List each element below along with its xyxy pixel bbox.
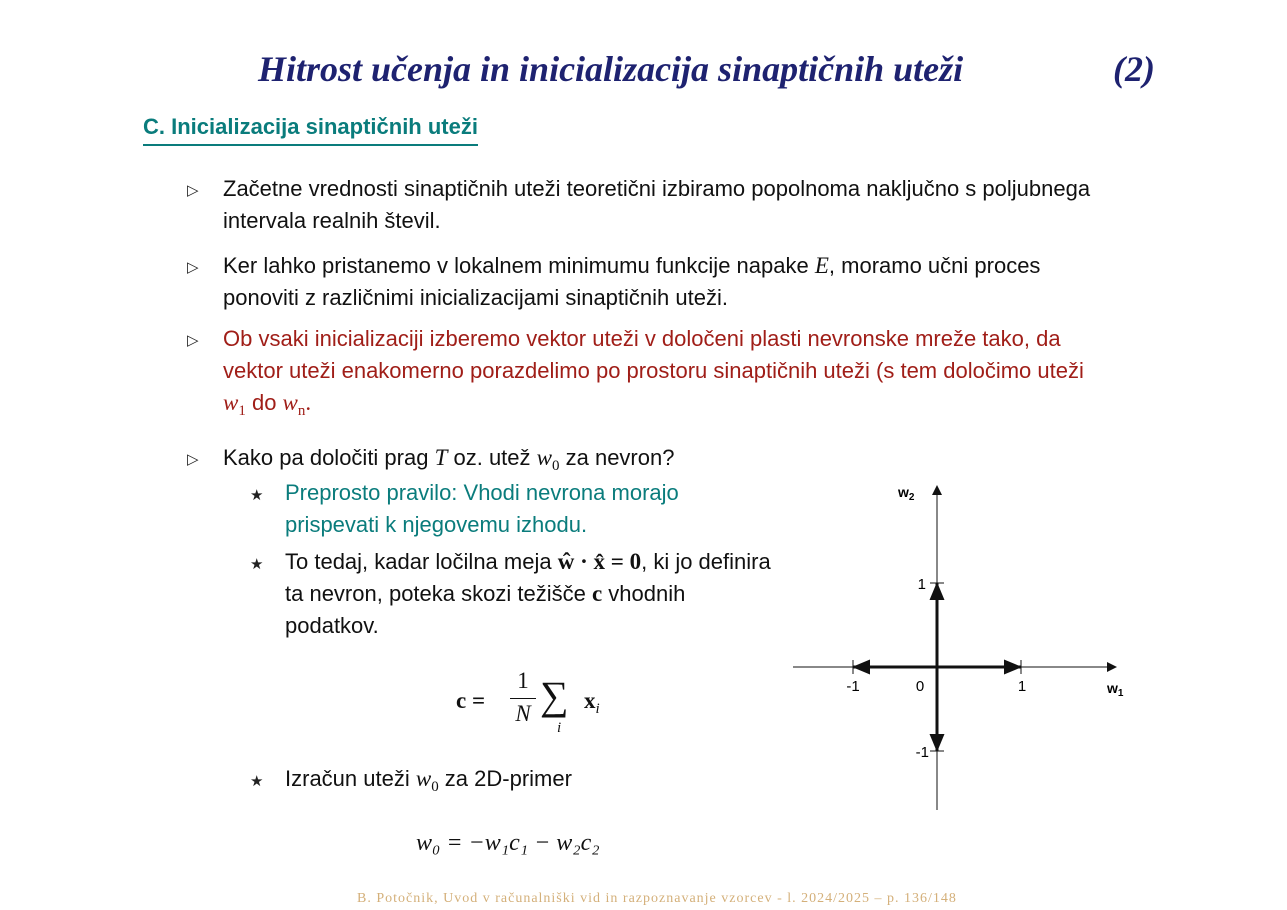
bullet-2 [223,250,1103,314]
slide-title [0,48,1287,92]
label-y-1: 1 [917,576,926,593]
centroid-fraction [510,668,536,729]
bullet-1-text: Začetne vrednosti sinaptičnih uteži teoretični izbiramo popolnoma naključno s poljubnega intervala realnih števil. [223,176,1091,233]
star-icon: ★ [250,487,264,504]
label-x-1: 1 [1017,678,1027,695]
label-x-neg1: -1 [846,678,860,695]
subbullet-1-text: Preprosto pravilo: Vhodi nevrona morajo prispevati k njegovemu izhodu. [285,480,679,537]
bullet-3 [223,323,1103,419]
label-origin: 0 [915,678,925,695]
label-x-axis: $w_1$ [1107,680,1124,699]
bullet-4-text-a: Kako pa določiti prag [223,445,435,470]
star-icon: ★ [250,773,264,790]
label-y-neg1: -1 [915,744,929,761]
bullet-4 [223,442,823,474]
fraction-numerator: 1 [517,668,529,693]
bullet-triangle-icon: ▷ [187,182,199,199]
subbullet-2-text-b: , ki jo definira ta nevron, poteka skozi težišče [285,549,771,606]
subbullet-3-w0: $w_0$ [415,766,439,795]
subbullet-2-centroid: c [591,581,603,606]
bullet-4-text-c: za nevron? [559,445,675,470]
sum-index: i [557,720,562,736]
bullet-2-text-a: Ker lahko pristanemo v lokalnem minimumu funkcije napake [223,253,815,278]
bullet-4-w0: $w_0$ [536,445,560,474]
sum-symbol: ∑ [540,673,569,718]
bullet-triangle-icon: ▷ [187,259,199,276]
star-icon: ★ [250,556,264,573]
bullet-4-var-t: T [434,445,448,470]
subbullet-2 [285,546,785,642]
fraction-denominator: N [515,701,531,726]
slide-title-text: Hitrost učenja in inicializacija sinaptičnih uteži [258,49,964,89]
bullet-3-period: . [305,390,312,415]
bullet-triangle-icon: ▷ [187,332,199,349]
subbullet-2-equation: ŵ · x̂ = 0 [557,549,642,574]
centroid-lhs: c = [456,688,486,713]
bullet-triangle-icon: ▷ [187,451,199,468]
bullet-3-text-a: Ob vsaki inicializaciji izberemo vektor uteži v določeni plasti nevronske mreže tako, da vektor uteži enakomerno porazdelimo po prostoru sinaptičnih uteži (s tem določimo uteži [223,326,1084,383]
bullet-2-var-e: E [814,253,829,278]
label-y-axis: $w_2$ [898,484,915,503]
sum-term: $x_i$ [584,688,600,717]
subbullet-1 [285,477,775,541]
centroid-formula [456,668,636,748]
w0-formula: w₀ = −w₁c₁ − w₂c₂ [416,830,600,856]
bullet-2-text-b: , moramo učni proces ponoviti z različnimi inicializacijami sinaptičnih uteži. [223,253,1041,310]
subbullet-2-text-d: vhodnih podatkov. [285,581,686,638]
subbullet-2-text-a: To tedaj, kadar ločilna meja [285,549,558,574]
subbullet-3-text-a: Izračun uteži [285,766,416,791]
bullet-1 [223,173,1103,237]
section-heading: C. Inicializacija sinaptičnih uteži [143,114,478,146]
bullet-3-text-mid: do [245,390,283,415]
subbullet-3 [285,763,785,795]
bullet-3-w1: $w_1$ [223,390,246,419]
slide-title-number: (2) [1113,49,1155,89]
subbullet-3-text-b: za 2D-primer [438,766,572,791]
bullet-4-text-b: oz. utež [447,445,537,470]
bullet-3-wn: $w_n$ [282,390,306,419]
slide-footer: B. Potočnik, Uvod v računalniški vid in razpoznavanje vzorcev - l. 2024/2025 – p. 136/148 [357,891,957,906]
